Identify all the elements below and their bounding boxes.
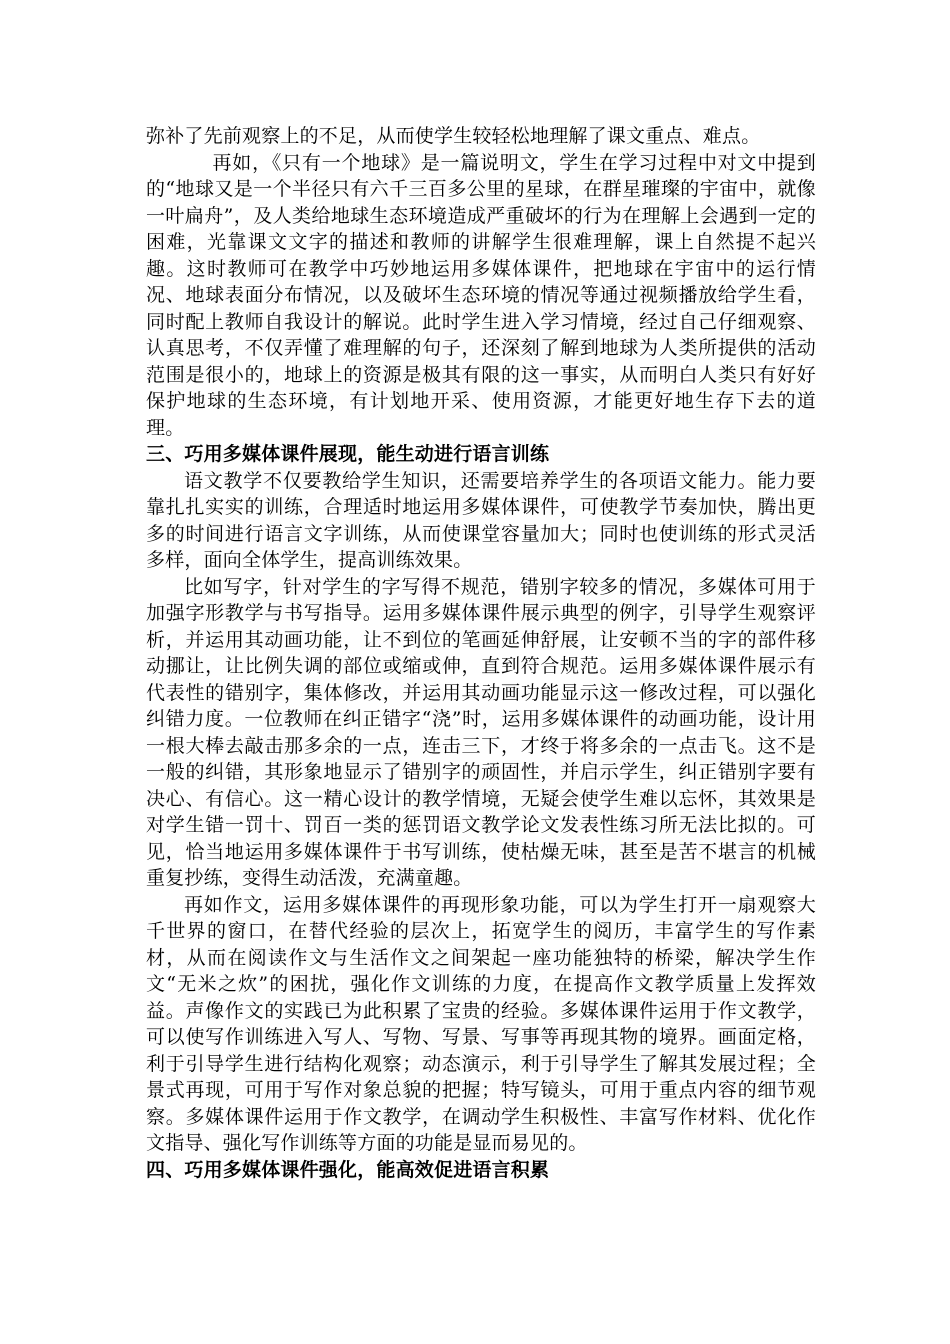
section-heading-4: 四、巧用多媒体课件强化，能高效促进语言积累	[146, 1158, 550, 1181]
paragraph-continuation: 弥补了先前观察上的不足，从而使学生较轻松地理解了课文重点、难点。	[146, 125, 761, 147]
paragraph-earth-example: 再如，《只有一个地球》是一篇说明文，学生在学习过程中对文中提到的“地球又是一个半径只有六千三百多公里的星球，在群星璀璨的宇宙中，就像一叶扁舟”，及人类给地球生态环境造成严重破坏的行为在理解上会遇到一定的困难，光靠课文文字的描述和教师的讲解学生很难理解，课上自然提不起兴趣。这时教师可在教学中巧妙地运用多媒体课件，把地球在宇宙中的运行情况、地球表面分布情况，以及破坏生态环境的情况等通过视频播放给学生看，同时配上教师自我设计的解说。此时学生进入学习情境，经过自己仔细观察、认真思考，不仅弄懂了难理解的句子，还深刻了解到地球为人类所提供的活动范围是很小的，地球上的资源是极其有限的这一事实，从而明白人类只有好好保护地球的生态环境，有计划地开采、使用资源，才能更好地生存下去的道理。	[146, 151, 816, 439]
paragraph-composition-example: 再如作文，运用多媒体课件的再现形象功能，可以为学生打开一扇观察大千世界的窗口，在替代经验的层次上，拓宽学生的阅历，丰富学生的写作素材，从而在阅读作文与生活作文之间架起一座功能独特的桥梁，解决学生作文“无米之炊”的困扰，强化作文训练的力度，在提高作文教学质量上发挥效益。声像作文的实践已为此积累了宝贵的经验。多媒体课件运用于作文教学，可以使写作训练进入写人、写物、写景、写事等再现其物的境界。画面定格，利于引导学生进行结构化观察；动态演示，利于引导学生了解其发展过程；全景式再现，可用于写作对象总貌的把握；特写镜头，可用于重点内容的细节观察。多媒体课件运用于作文教学，在调动学生积极性、丰富写作材料、优化作文指导、强化写作训练等方面的功能是显而易见的。	[146, 893, 816, 1154]
document-body	[146, 123, 816, 1183]
paragraph-writing-example: 比如写字，针对学生的字写得不规范，错别字较多的情况，多媒体可用于加强字形教学与书写指导。运用多媒体课件展示典型的例字，引导学生观察评析，并运用其动画功能，让不到位的笔画延伸舒展，让安顿不当的字的部件移动挪让，让比例失调的部位或缩或伸，直到符合规范。运用多媒体课件展示有代表性的错别字，集体修改，并运用其动画功能显示这一修改过程，可以强化纠错力度。一位教师在纠正错字“浇”时，运用多媒体课件的动画功能，设计用一根大棒去敲击那多余的一点，连击三下，才终于将多余的一点击飞。这不是一般的纠错，其形象地显示了错别字的顽固性，并启示学生，纠正错别字要有决心、有信心。这一精心设计的教学情境，无疑会使学生难以忘怀，其效果是对学生错一罚十、罚百一类的惩罚语文教学论文发表性练习所无法比拟的。可见，恰当地运用多媒体课件于书写训练，使枯燥无味，甚至是苦不堪言的机械重复抄练，变得生动活泼，充满童趣。	[146, 575, 816, 889]
paragraph-language-training: 语文教学不仅要教给学生知识，还需要培养学生的各项语文能力。能力要靠扎扎实实的训练，合理适时地运用多媒体课件，可使教学节奏加快，腾出更多的时间进行语言文字训练，从而使课堂容量加大；同时也使训练的形式灵活多样，面向全体学生，提高训练效果。	[146, 469, 816, 571]
section-heading-3: 三、巧用多媒体课件展现，能生动进行语言训练	[146, 443, 550, 465]
